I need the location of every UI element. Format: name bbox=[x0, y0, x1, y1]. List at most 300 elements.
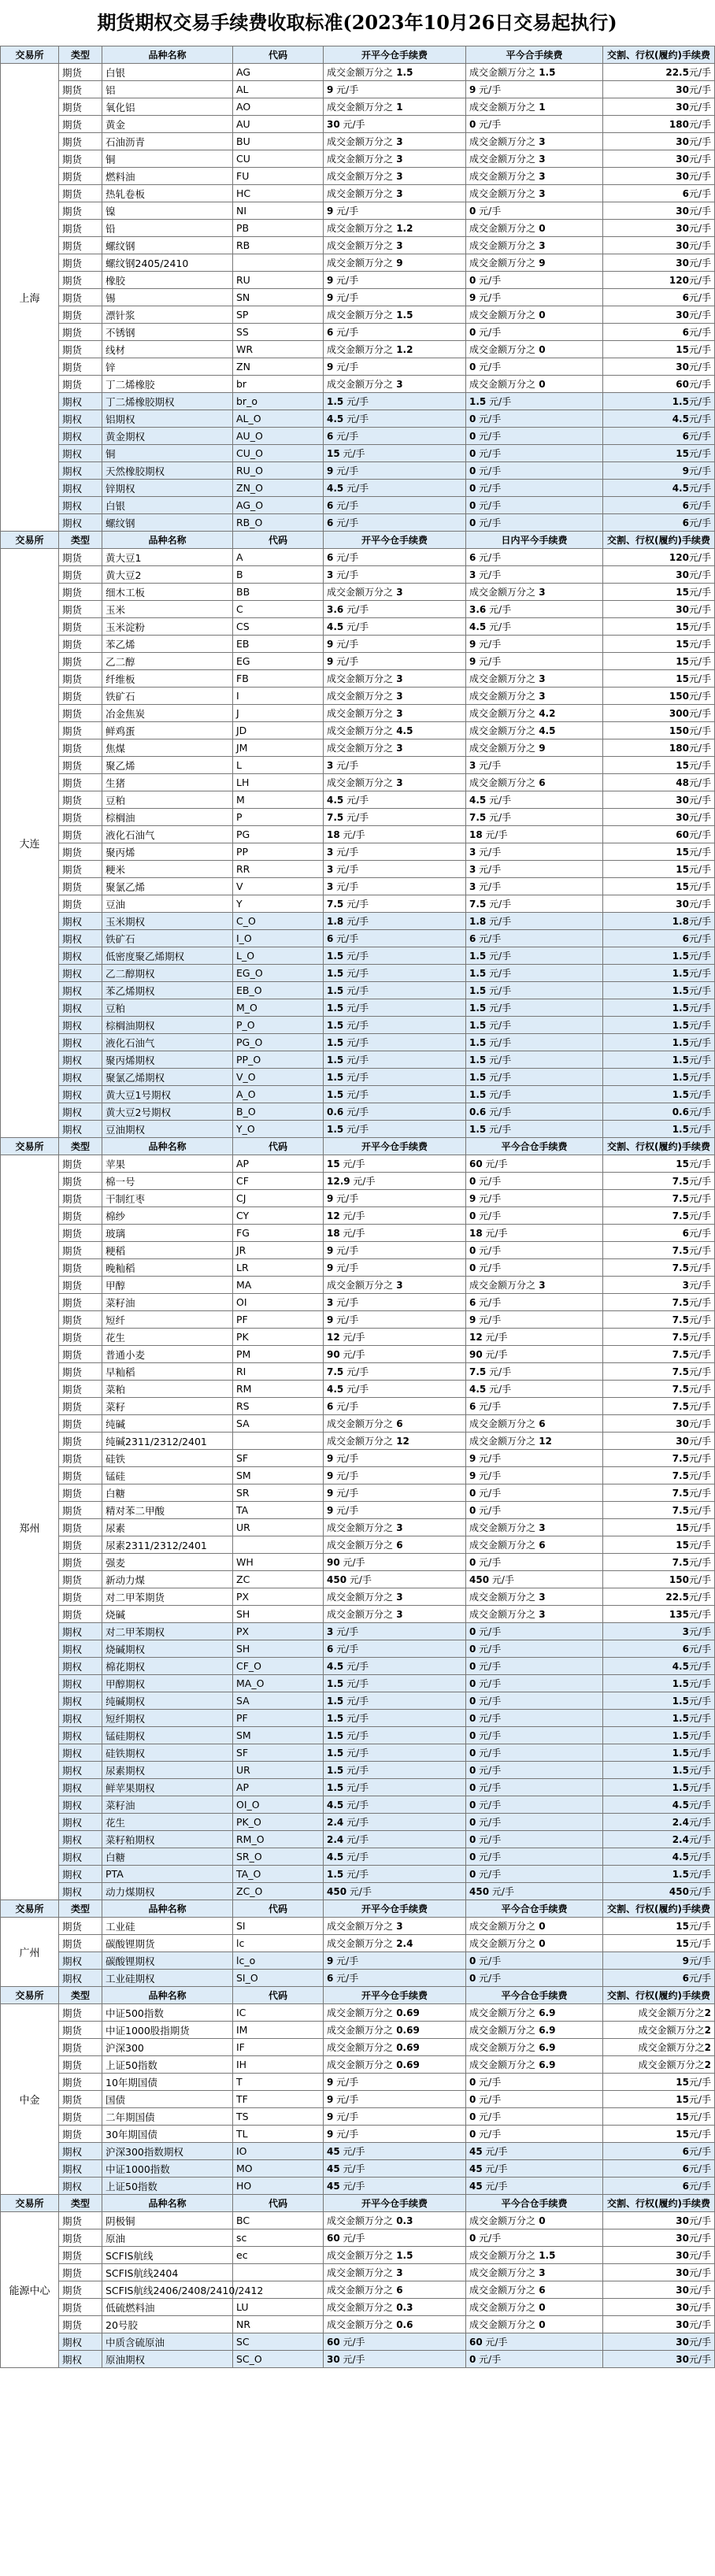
col-delivery-cell: 30元/手 bbox=[603, 237, 715, 254]
col-delivery-cell: 30元/手 bbox=[603, 168, 715, 185]
fee-number: 135 bbox=[669, 1609, 689, 1620]
col-open-cell: 成交金额万分之 6 bbox=[324, 2281, 466, 2299]
col-type-cell: 期货 bbox=[59, 2091, 102, 2108]
col-delivery-cell: 1.5元/手 bbox=[603, 999, 715, 1017]
col-delivery-cell: 30元/手 bbox=[603, 358, 715, 376]
col-name-cell: 低硫燃料油 bbox=[102, 2299, 233, 2316]
table-row bbox=[1, 2264, 715, 2281]
col-name-cell: 白糖 bbox=[102, 1848, 233, 1866]
col-delivery-cell: 15元/手 bbox=[603, 445, 715, 462]
fee-number: 1.5 bbox=[672, 985, 689, 996]
col-open-cell: 30 元/手 bbox=[324, 116, 466, 133]
col-type-cell: 期权 bbox=[59, 1814, 102, 1831]
table-row bbox=[1, 1242, 715, 1259]
col-open-cell: 90 元/手 bbox=[324, 1554, 466, 1571]
col-open-cell: 18 元/手 bbox=[324, 1225, 466, 1242]
col-delivery-cell: 30元/手 bbox=[603, 98, 715, 116]
col-open-cell: 1.5 元/手 bbox=[324, 1675, 466, 1692]
col-open-cell: 18 元/手 bbox=[324, 826, 466, 843]
fee-number: 30 bbox=[676, 569, 689, 580]
col-open-cell: 9 元/手 bbox=[324, 2091, 466, 2108]
col-name-cell: 聚氯乙烯 bbox=[102, 878, 233, 895]
col-name-cell: 氧化铝 bbox=[102, 98, 233, 116]
fee-number: 0 bbox=[469, 1799, 476, 1811]
section-header-row bbox=[1, 1138, 715, 1155]
fee-number: 4.5 bbox=[327, 1799, 344, 1811]
col-delivery-cell: 60元/手 bbox=[603, 826, 715, 843]
header-col-exchange: 交易所 bbox=[1, 1900, 59, 1918]
col-close-today-cell: 9 元/手 bbox=[466, 636, 603, 653]
col-delivery-cell: 7.5元/手 bbox=[603, 1502, 715, 1519]
table-row bbox=[1, 1658, 715, 1675]
col-delivery-cell: 1.5元/手 bbox=[603, 1779, 715, 1796]
col-type-cell: 期货 bbox=[59, 1398, 102, 1415]
col-type-cell: 期货 bbox=[59, 1433, 102, 1450]
col-code-cell: RM_O bbox=[233, 1831, 324, 1848]
col-open-cell: 1.5 元/手 bbox=[324, 1034, 466, 1051]
col-delivery-cell: 120元/手 bbox=[603, 549, 715, 566]
fee-number: 0 bbox=[535, 1938, 546, 1949]
col-delivery-cell: 7.5元/手 bbox=[603, 1190, 715, 1207]
table-row bbox=[1, 2178, 715, 2195]
col-close-today-cell: 成交金额万分之 3 bbox=[466, 1588, 603, 1606]
col-code-cell: RB bbox=[233, 237, 324, 254]
col-close-today-cell: 18 元/手 bbox=[466, 826, 603, 843]
col-type-cell: 期权 bbox=[59, 1069, 102, 1086]
col-type-cell: 期权 bbox=[59, 428, 102, 445]
col-close-today-cell: 成交金额万分之 12 bbox=[466, 1433, 603, 1450]
col-close-today-cell: 成交金额万分之 0 bbox=[466, 2299, 603, 2316]
col-type-cell: 期权 bbox=[59, 514, 102, 532]
fee-number: 1 bbox=[393, 102, 403, 113]
col-close-today-cell: 450 元/手 bbox=[466, 1571, 603, 1588]
col-delivery-cell: 15元/手 bbox=[603, 1935, 715, 1952]
table-row bbox=[1, 2056, 715, 2074]
col-type-cell: 期货 bbox=[59, 272, 102, 289]
fee-number: 1.5 bbox=[393, 309, 413, 321]
col-name-cell: 丁二烯橡胶 bbox=[102, 376, 233, 393]
fee-number: 9 bbox=[469, 292, 476, 303]
col-code-cell: A bbox=[233, 549, 324, 566]
table-row bbox=[1, 1935, 715, 1952]
col-delivery-cell: 15元/手 bbox=[603, 2074, 715, 2091]
col-delivery-cell: 30元/手 bbox=[603, 254, 715, 272]
col-type-cell: 期货 bbox=[59, 1381, 102, 1398]
col-name-cell: 烧碱 bbox=[102, 1606, 233, 1623]
fee-number: 0 bbox=[535, 2302, 546, 2313]
col-name-cell: 动力煤期权 bbox=[102, 1883, 233, 1900]
col-close-today-cell: 0 元/手 bbox=[466, 2126, 603, 2143]
fee-number: 0 bbox=[535, 379, 546, 390]
fee-number: 6 bbox=[535, 1540, 546, 1551]
fee-number: 4.5 bbox=[327, 795, 344, 806]
col-code-cell: P_O bbox=[233, 1017, 324, 1034]
table-row bbox=[1, 1675, 715, 1692]
col-close-today-cell: 1.5 元/手 bbox=[466, 1051, 603, 1069]
col-type-cell: 期权 bbox=[59, 1866, 102, 1883]
fee-number: 30 bbox=[676, 604, 689, 615]
fee-number: 30 bbox=[676, 2233, 689, 2244]
fee-number: 0 bbox=[535, 344, 546, 355]
col-code-cell: JM bbox=[233, 739, 324, 757]
col-open-cell: 成交金额万分之 3 bbox=[324, 584, 466, 601]
fee-table bbox=[0, 46, 715, 2368]
fee-number: 3 bbox=[327, 1626, 334, 1637]
fee-number: 180 bbox=[669, 119, 689, 130]
col-code-cell: UR bbox=[233, 1762, 324, 1779]
col-code-cell: SI bbox=[233, 1918, 324, 1935]
table-row bbox=[1, 272, 715, 289]
col-close-today-cell: 0 元/手 bbox=[466, 2351, 603, 2368]
col-type-cell: 期货 bbox=[59, 705, 102, 722]
fee-number: 9 bbox=[327, 292, 334, 303]
col-type-cell: 期权 bbox=[59, 1121, 102, 1138]
table-row bbox=[1, 1502, 715, 1519]
col-type-cell: 期货 bbox=[59, 1918, 102, 1935]
col-close-today-cell: 0 元/手 bbox=[466, 1762, 603, 1779]
fee-number: 0 bbox=[469, 1678, 476, 1689]
col-name-cell: SCFIS航线2406/2408/2410/2412 bbox=[102, 2281, 233, 2299]
fee-number: 3 bbox=[535, 240, 546, 251]
col-type-cell: 期权 bbox=[59, 1710, 102, 1727]
col-delivery-cell: 30元/手 bbox=[603, 2229, 715, 2247]
fee-number: 1.5 bbox=[672, 1730, 689, 1741]
col-code-cell: I bbox=[233, 688, 324, 705]
col-delivery-cell: 30元/手 bbox=[603, 1415, 715, 1433]
col-delivery-cell: 120元/手 bbox=[603, 272, 715, 289]
fee-number: 9 bbox=[327, 1505, 334, 1516]
fee-number: 180 bbox=[669, 743, 689, 754]
col-close-today-cell: 成交金额万分之 0 bbox=[466, 376, 603, 393]
fee-number: 15 bbox=[676, 1938, 689, 1949]
col-name-cell: 甲醇期权 bbox=[102, 1675, 233, 1692]
col-type-cell: 期货 bbox=[59, 1519, 102, 1536]
fee-number: 7.5 bbox=[469, 899, 487, 910]
col-code-cell: MA bbox=[233, 1277, 324, 1294]
fee-number: 1.5 bbox=[327, 1730, 344, 1741]
fee-number: 18 bbox=[469, 1228, 483, 1239]
fee-number: 1.5 bbox=[672, 1678, 689, 1689]
table-row bbox=[1, 462, 715, 480]
col-code-cell: J bbox=[233, 705, 324, 722]
col-open-cell: 9 元/手 bbox=[324, 2108, 466, 2126]
exchange-cell: 上海 bbox=[1, 64, 59, 532]
fee-number: 150 bbox=[669, 725, 689, 736]
fee-number: 3 bbox=[327, 1297, 334, 1308]
col-open-cell: 6 元/手 bbox=[324, 1398, 466, 1415]
col-type-cell: 期权 bbox=[59, 393, 102, 410]
col-type-cell: 期货 bbox=[59, 2264, 102, 2281]
col-delivery-cell: 1.5元/手 bbox=[603, 1866, 715, 1883]
fee-number: 1.5 bbox=[469, 951, 487, 962]
col-open-cell: 9 元/手 bbox=[324, 1450, 466, 1467]
header-col-delivery: 交割、行权(履约)手续费 bbox=[603, 1900, 715, 1918]
col-open-cell: 9 元/手 bbox=[324, 1259, 466, 1277]
col-delivery-cell: 9元/手 bbox=[603, 462, 715, 480]
col-delivery-cell: 成交金额万分之2 bbox=[603, 2056, 715, 2074]
fee-number: 15 bbox=[676, 639, 689, 650]
col-open-cell: 4.5 元/手 bbox=[324, 791, 466, 809]
fee-number: 0.69 bbox=[393, 2007, 420, 2018]
col-close-today-cell: 0 元/手 bbox=[466, 2108, 603, 2126]
table-row bbox=[1, 930, 715, 947]
col-close-today-cell: 6 元/手 bbox=[466, 549, 603, 566]
fee-number: 3 bbox=[393, 379, 403, 390]
col-type-cell: 期货 bbox=[59, 376, 102, 393]
fee-number: 9 bbox=[393, 258, 403, 269]
col-open-cell: 1.5 元/手 bbox=[324, 1086, 466, 1103]
col-type-cell: 期货 bbox=[59, 722, 102, 739]
fee-number: 3.6 bbox=[469, 604, 487, 615]
col-type-cell: 期货 bbox=[59, 861, 102, 878]
header-col-open: 开平今仓手续费 bbox=[324, 1900, 466, 1918]
col-close-today-cell: 0 元/手 bbox=[466, 358, 603, 376]
col-code-cell bbox=[233, 1536, 324, 1554]
col-delivery-cell: 6元/手 bbox=[603, 2178, 715, 2195]
header-col-close-today: 日内平今手续费 bbox=[466, 532, 603, 549]
col-open-cell: 3 元/手 bbox=[324, 843, 466, 861]
fee-number: 15 bbox=[676, 864, 689, 875]
col-name-cell: 线材 bbox=[102, 341, 233, 358]
col-close-today-cell: 成交金额万分之 3 bbox=[466, 185, 603, 202]
col-type-cell: 期货 bbox=[59, 289, 102, 306]
table-row bbox=[1, 757, 715, 774]
col-name-cell: 上证50指数 bbox=[102, 2056, 233, 2074]
fee-number: 7.5 bbox=[672, 1297, 689, 1308]
fee-number: 1.5 bbox=[469, 985, 487, 996]
col-close-today-cell: 0.6 元/手 bbox=[466, 1103, 603, 1121]
fee-number: 1.5 bbox=[469, 1020, 487, 1031]
col-open-cell: 成交金额万分之 0.3 bbox=[324, 2299, 466, 2316]
fee-number: 45 bbox=[327, 2146, 340, 2157]
fee-number: 1.2 bbox=[393, 344, 413, 355]
fee-number: 0 bbox=[469, 2111, 476, 2122]
col-code-cell: br bbox=[233, 376, 324, 393]
table-row bbox=[1, 1034, 715, 1051]
fee-number: 6.9 bbox=[535, 2007, 556, 2018]
col-code-cell bbox=[233, 1433, 324, 1450]
col-code-cell: C_O bbox=[233, 913, 324, 930]
col-type-cell: 期货 bbox=[59, 64, 102, 81]
fee-number: 1.5 bbox=[327, 1678, 344, 1689]
fee-number: 15 bbox=[676, 1522, 689, 1533]
col-delivery-cell: 180元/手 bbox=[603, 116, 715, 133]
col-type-cell: 期货 bbox=[59, 2039, 102, 2056]
col-name-cell: 尿素 bbox=[102, 1519, 233, 1536]
fee-number: 45 bbox=[469, 2163, 483, 2174]
table-row bbox=[1, 1918, 715, 1935]
col-type-cell: 期货 bbox=[59, 2247, 102, 2264]
col-close-today-cell: 0 元/手 bbox=[466, 2091, 603, 2108]
col-name-cell: 聚丙烯 bbox=[102, 843, 233, 861]
col-delivery-cell: 6元/手 bbox=[603, 2143, 715, 2160]
col-delivery-cell: 6元/手 bbox=[603, 324, 715, 341]
col-open-cell: 成交金额万分之 2.4 bbox=[324, 1935, 466, 1952]
col-close-today-cell: 90 元/手 bbox=[466, 1346, 603, 1363]
fee-number: 0 bbox=[469, 1661, 476, 1672]
col-type-cell: 期货 bbox=[59, 1277, 102, 1294]
fee-number: 45 bbox=[327, 2181, 340, 2192]
fee-number: 1.5 bbox=[672, 1696, 689, 1707]
col-code-cell: OI bbox=[233, 1294, 324, 1311]
col-name-cell: 橡胶 bbox=[102, 272, 233, 289]
col-open-cell: 成交金额万分之 1 bbox=[324, 98, 466, 116]
fee-number: 3 bbox=[469, 881, 476, 892]
fee-number: 6 bbox=[682, 1973, 689, 1984]
fee-number: 3 bbox=[393, 240, 403, 251]
fee-number: 9 bbox=[469, 84, 476, 95]
col-code-cell: ZC_O bbox=[233, 1883, 324, 1900]
col-name-cell: 鲜苹果期权 bbox=[102, 1779, 233, 1796]
col-code-cell: EG_O bbox=[233, 965, 324, 982]
col-type-cell: 期货 bbox=[59, 81, 102, 98]
col-delivery-cell: 1.5元/手 bbox=[603, 1017, 715, 1034]
col-name-cell: 棉一号 bbox=[102, 1173, 233, 1190]
fee-number: 3.6 bbox=[327, 604, 344, 615]
fee-number: 1.8 bbox=[327, 916, 344, 927]
col-code-cell: MA_O bbox=[233, 1675, 324, 1692]
col-open-cell: 9 元/手 bbox=[324, 2126, 466, 2143]
fee-number: 3 bbox=[327, 847, 334, 858]
table-row bbox=[1, 2212, 715, 2229]
col-code-cell: AU bbox=[233, 116, 324, 133]
fee-number: 1.5 bbox=[469, 1124, 487, 1135]
col-name-cell: 低密度聚乙烯期权 bbox=[102, 947, 233, 965]
col-close-today-cell: 成交金额万分之 6.9 bbox=[466, 2056, 603, 2074]
fee-number: 7.5 bbox=[672, 1245, 689, 1256]
fee-number: 3 bbox=[535, 1609, 546, 1620]
header-col-name: 品种名称 bbox=[102, 1987, 233, 2004]
fee-number: 30 bbox=[676, 223, 689, 234]
fee-number: 300 bbox=[669, 708, 689, 719]
col-close-today-cell: 45 元/手 bbox=[466, 2160, 603, 2178]
col-name-cell: 纯碱2311/2312/2401 bbox=[102, 1433, 233, 1450]
col-name-cell: 白银 bbox=[102, 497, 233, 514]
col-code-cell: SR_O bbox=[233, 1848, 324, 1866]
col-type-cell: 期货 bbox=[59, 549, 102, 566]
fee-number: 1.5 bbox=[327, 1089, 344, 1100]
col-code-cell: PP_O bbox=[233, 1051, 324, 1069]
table-row bbox=[1, 1710, 715, 1727]
fee-number: 2 bbox=[704, 2007, 711, 2018]
col-close-today-cell: 1.8 元/手 bbox=[466, 913, 603, 930]
col-code-cell: BC bbox=[233, 2212, 324, 2229]
col-open-cell: 成交金额万分之 3 bbox=[324, 1918, 466, 1935]
fee-number: 9 bbox=[327, 656, 334, 667]
col-code-cell: RI bbox=[233, 1363, 324, 1381]
col-code-cell: UR bbox=[233, 1519, 324, 1536]
fee-number: 1.5 bbox=[327, 968, 344, 979]
col-open-cell: 成交金额万分之 3 bbox=[324, 739, 466, 757]
col-delivery-cell: 6元/手 bbox=[603, 185, 715, 202]
col-close-today-cell: 1.5 元/手 bbox=[466, 1017, 603, 1034]
col-open-cell: 0.6 元/手 bbox=[324, 1103, 466, 1121]
col-code-cell: CU_O bbox=[233, 445, 324, 462]
col-open-cell: 成交金额万分之 3 bbox=[324, 1277, 466, 1294]
fee-number: 30 bbox=[676, 258, 689, 269]
fee-number: 0 bbox=[469, 1644, 476, 1655]
col-type-cell: 期货 bbox=[59, 566, 102, 584]
col-name-cell: 沪深300指数期权 bbox=[102, 2143, 233, 2160]
table-row bbox=[1, 1588, 715, 1606]
exchange-cell: 大连 bbox=[1, 549, 59, 1138]
col-type-cell: 期货 bbox=[59, 670, 102, 688]
table-row bbox=[1, 1294, 715, 1311]
col-close-today-cell: 45 元/手 bbox=[466, 2178, 603, 2195]
col-close-today-cell: 0 元/手 bbox=[466, 1554, 603, 1571]
col-open-cell: 12.9 元/手 bbox=[324, 1173, 466, 1190]
header-col-code: 代码 bbox=[233, 1138, 324, 1155]
header-col-open: 开平今仓手续费 bbox=[324, 46, 466, 64]
col-code-cell: ec bbox=[233, 2247, 324, 2264]
col-name-cell: 中证1000指数 bbox=[102, 2160, 233, 2178]
col-close-today-cell: 0 元/手 bbox=[466, 1866, 603, 1883]
table-row bbox=[1, 1415, 715, 1433]
table-row bbox=[1, 1225, 715, 1242]
col-name-cell: 菜籽粕期权 bbox=[102, 1831, 233, 1848]
col-code-cell: B bbox=[233, 566, 324, 584]
col-close-today-cell: 0 元/手 bbox=[466, 116, 603, 133]
table-row bbox=[1, 1883, 715, 1900]
col-code-cell: LH bbox=[233, 774, 324, 791]
col-code-cell: PG bbox=[233, 826, 324, 843]
fee-number: 7.5 bbox=[469, 812, 487, 823]
col-open-cell: 成交金额万分之 9 bbox=[324, 254, 466, 272]
col-open-cell: 成交金额万分之 3 bbox=[324, 2264, 466, 2281]
fee-number: 3 bbox=[535, 1280, 546, 1291]
col-name-cell: 花生 bbox=[102, 1329, 233, 1346]
col-close-today-cell: 成交金额万分之 3 bbox=[466, 150, 603, 168]
col-code-cell: AL bbox=[233, 81, 324, 98]
col-close-today-cell: 3 元/手 bbox=[466, 566, 603, 584]
table-row bbox=[1, 1779, 715, 1796]
col-close-today-cell: 9 元/手 bbox=[466, 1467, 603, 1484]
fee-number: 0 bbox=[469, 1782, 476, 1793]
fee-number: 7.5 bbox=[672, 1366, 689, 1377]
fee-number: 1.5 bbox=[327, 985, 344, 996]
col-open-cell: 2.4 元/手 bbox=[324, 1831, 466, 1848]
col-name-cell: 工业硅期权 bbox=[102, 1970, 233, 1987]
table-row bbox=[1, 2108, 715, 2126]
col-close-today-cell: 1.5 元/手 bbox=[466, 947, 603, 965]
col-open-cell: 6 元/手 bbox=[324, 1970, 466, 1987]
table-row bbox=[1, 1450, 715, 1467]
fee-number: 7.5 bbox=[327, 899, 344, 910]
col-delivery-cell: 4.5元/手 bbox=[603, 1796, 715, 1814]
col-open-cell: 6 元/手 bbox=[324, 428, 466, 445]
fee-number: 2.4 bbox=[672, 1817, 689, 1828]
col-type-cell: 期货 bbox=[59, 826, 102, 843]
fee-number: 6 bbox=[327, 327, 334, 338]
col-type-cell: 期权 bbox=[59, 1658, 102, 1675]
col-close-today-cell: 成交金额万分之 0 bbox=[466, 2212, 603, 2229]
fee-number: 3 bbox=[682, 1626, 689, 1637]
col-delivery-cell: 30元/手 bbox=[603, 220, 715, 237]
col-type-cell: 期权 bbox=[59, 1034, 102, 1051]
col-delivery-cell: 7.5元/手 bbox=[603, 1207, 715, 1225]
col-open-cell: 成交金额万分之 3 bbox=[324, 376, 466, 393]
col-type-cell: 期货 bbox=[59, 636, 102, 653]
col-close-today-cell: 成交金额万分之 4.2 bbox=[466, 705, 603, 722]
col-delivery-cell: 30元/手 bbox=[603, 202, 715, 220]
fee-number: 0 bbox=[469, 361, 476, 373]
col-delivery-cell: 6元/手 bbox=[603, 1640, 715, 1658]
col-type-cell: 期货 bbox=[59, 237, 102, 254]
fee-number: 3 bbox=[535, 587, 546, 598]
col-type-cell: 期货 bbox=[59, 1484, 102, 1502]
table-row bbox=[1, 1571, 715, 1588]
table-row bbox=[1, 1606, 715, 1623]
